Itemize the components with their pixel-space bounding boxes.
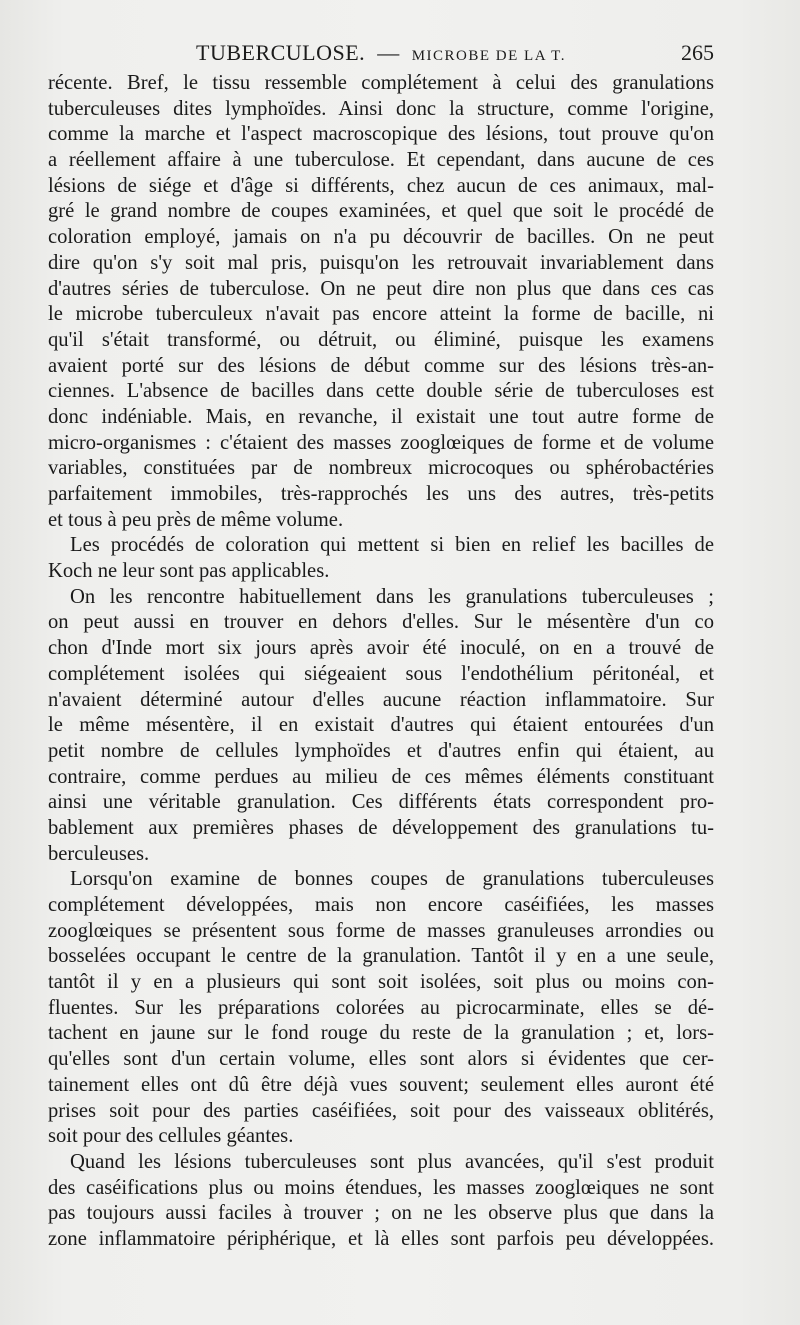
text-line: dire qu'on s'y soit mal pris, puisqu'on les retrouvait invariablement dans bbox=[48, 251, 714, 274]
running-title-sub: MICROBE DE LA T. bbox=[411, 48, 566, 64]
text-line: on peut aussi en trouver en dehors d'elles. Sur le mésentère d'un co bbox=[48, 611, 714, 634]
text-line: avaient porté sur des lésions de début comme sur des lésions très-an- bbox=[48, 354, 714, 377]
text-line: comme la marche et l'aspect macroscopique des lésions, tout prouve qu'on bbox=[48, 123, 714, 146]
text-line: soit pour des cellules géantes. bbox=[48, 1125, 294, 1148]
text-line: lésions de siége et d'âge si différents, chez aucun de ces animaux, mal- bbox=[48, 174, 714, 197]
text-line: chon d'Inde mort six jours après avoir été inoculé, on en a trouvé de bbox=[48, 637, 714, 660]
text-line: des caséifications plus ou moins étendues, les masses zooglœiques ne sont bbox=[48, 1176, 714, 1199]
text-line: Les procédés de coloration qui mettent si bien en relief les bacilles de bbox=[70, 534, 714, 557]
text-line: gré le grand nombre de coupes examinées, et quel que soit le procédé de bbox=[48, 200, 714, 223]
text-line: tachent en jaune sur le fond rouge du reste de la granulation ; et, lors- bbox=[48, 1022, 714, 1045]
text-line: complétement isolées qui siégeaient sous l'endothélium péritonéal, et bbox=[48, 662, 714, 685]
text-line: pas toujours aussi faciles à trouver ; on ne les observe plus que dans la bbox=[48, 1202, 714, 1225]
text-line: donc indéniable. Mais, en revanche, il existait une tout autre forme de bbox=[48, 405, 714, 428]
text-line: a réellement affaire à une tuberculose. Et cependant, dans aucune de ces bbox=[48, 149, 714, 172]
text-line: Quand les lésions tuberculeuses sont plus avancées, qu'il s'est produit bbox=[70, 1150, 714, 1173]
text-line: fluentes. Sur les préparations colorées au picrocarminate, elles se dé- bbox=[48, 996, 714, 1019]
running-header bbox=[48, 40, 714, 70]
text-line: Lorsqu'on examine de bonnes coupes de granulations tuberculeuses bbox=[70, 868, 714, 891]
text-line: zone inflammatoire périphérique, et là elles sont parfois peu développées. bbox=[48, 1227, 714, 1250]
text-line: parfaitement immobiles, très-rapprochés les uns des autres, très-petits bbox=[48, 483, 714, 505]
text-line: On les rencontre habituellement dans les granulations tuberculeuses ; bbox=[70, 585, 714, 608]
page-number: 265 bbox=[681, 40, 714, 65]
text-line: le même mésentère, il en existait d'autres qui étaient entourées d'un bbox=[48, 714, 714, 737]
text-line: bosselées occupant le centre de la granulation. Tantôt il y en a une seule, bbox=[48, 945, 714, 968]
text-line: tainement elles ont dû être déjà vues souvent; seulement elles auront été bbox=[48, 1073, 714, 1096]
body-text bbox=[48, 71, 714, 1253]
text-line: qu'elles sont d'un certain volume, elles sont alors si évidentes que cer- bbox=[48, 1048, 714, 1071]
text-line: qu'il s'était transformé, ou détruit, ou éliminé, puisque les examens bbox=[48, 328, 714, 351]
text-line: tuberculeuses dites lymphoïdes. Ainsi donc la structure, comme l'origine, bbox=[48, 97, 714, 120]
running-title-main: TUBERCULOSE. bbox=[196, 40, 366, 65]
text-line: n'avaient déterminé autour d'elles aucune réaction inflammatoire. Sur bbox=[48, 688, 714, 711]
text-line: et tous à peu près de même volume. bbox=[48, 508, 344, 531]
text-line: tantôt il y en a plusieurs qui sont soit isolées, soit plus ou moins con- bbox=[48, 971, 714, 994]
text-line: coloration employé, jamais on n'a pu découvrir de bacilles. On ne peut bbox=[48, 226, 714, 249]
text-line: ainsi une véritable granulation. Ces différents états correspondent pro- bbox=[48, 791, 714, 814]
text-line: micro-organismes : c'étaient des masses zooglœiques de forme et de volume bbox=[48, 431, 714, 454]
text-line: récente. Bref, le tissu ressemble complétement à celui des granulations bbox=[48, 72, 714, 94]
text-line: le microbe tuberculeux n'avait pas encore atteint la forme de bacille, ni bbox=[48, 303, 714, 326]
text-line: berculeuses. bbox=[48, 842, 150, 865]
running-title bbox=[48, 40, 714, 66]
text-line: bablement aux premières phases de développement des granulations tu- bbox=[48, 816, 714, 839]
text-line: prises soit pour des parties caséifiées, soit pour des vaisseaux oblitérés, bbox=[48, 1099, 714, 1122]
text-line: contraire, comme perdues au milieu de ces mêmes éléments constituant bbox=[48, 765, 714, 788]
text-line: complétement développées, mais non encore caséifiées, les masses bbox=[48, 894, 714, 916]
text-line: petit nombre de cellules lymphoïdes et d'autres enfin qui étaient, au bbox=[48, 739, 714, 762]
text-line: ciennes. L'absence de bacilles dans cette double série de tuberculoses est bbox=[48, 380, 714, 403]
text-line: d'autres séries de tuberculose. On ne peut dire non plus que dans ces cas bbox=[48, 277, 714, 300]
text-line: variables, constituées par de nombreux microcoques ou sphérobactéries bbox=[48, 457, 714, 480]
text-line: zooglœiques se présentent sous forme de masses granuleuses arrondies ou bbox=[48, 919, 714, 942]
running-title-dash: — bbox=[377, 40, 400, 65]
text-line: Koch ne leur sont pas applicables. bbox=[48, 560, 330, 583]
